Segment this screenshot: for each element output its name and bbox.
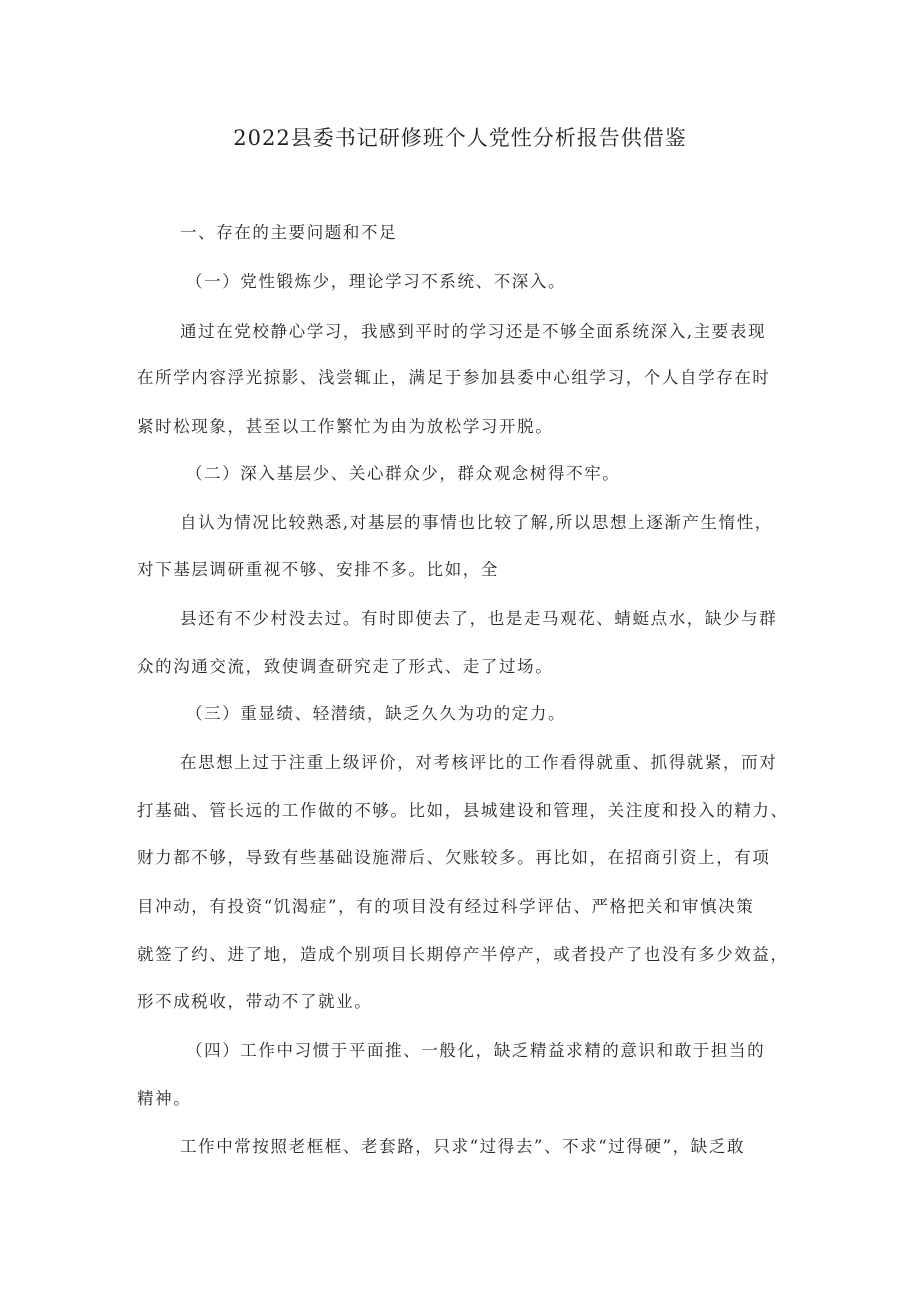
paragraph-line: 县还有不少村没去过。有时即使去了，也是走马观花、蜻蜓点水，缺少与群	[180, 609, 778, 628]
paragraph-line: 紧时松现象，甚至以工作繁忙为由为放松学习开脱。	[137, 417, 554, 436]
paragraph-line: 目冲动，有投资“饥渴症”，有的项目没有经过科学评估、严格把关和审慎决策	[137, 897, 755, 916]
paragraph-line: 自认为情况比较熟悉,对基层的事情也比较了解,所以思想上逐渐产生惰性，	[180, 513, 773, 532]
paragraph-line: 形不成税收，带动不了就业。	[137, 992, 373, 1011]
paragraph-line: 在思想上过于注重上级评价，对考核评比的工作看得就重、抓得就紧，而对	[180, 753, 778, 772]
paragraph-line: 在所学内容浮光掠影、浅尝辄止，满足于参加县委中心组学习，个人自学存在时	[137, 368, 771, 387]
paragraph-line: 通过在党校静心学习，我感到平时的学习还是不够全面系统深入,主要表现	[180, 322, 767, 341]
subsection-heading-1: （一）党性锻炼少，理论学习不系统、不深入。	[186, 272, 567, 291]
paragraph-line: 打基础、管长远的工作做的不够。比如，县城建设和管理，关注度和投入的精力、	[137, 801, 789, 820]
subsection-heading-4: （四）工作中习惯于平面推、一般化，缺乏精益求精的意识和敢于担当的	[186, 1041, 766, 1060]
paragraph-line: 众的沟通交流，致使调查研究走了形式、走了过场。	[137, 657, 554, 676]
paragraph-line: 对下基层调研重视不够、安排不多。比如，全	[137, 560, 499, 579]
paragraph-line: 就签了约、进了地，造成个别项目长期停产半停产，或者投产了也没有多少效益，	[137, 945, 789, 964]
subsection-heading-2: （二）深入基层少、关心群众少，群众观念树得不牢。	[186, 464, 621, 483]
paragraph-line: 精神。	[137, 1089, 192, 1108]
subsection-heading-3: （三）重显绩、轻潜绩，缺乏久久为功的定力。	[186, 704, 567, 723]
paragraph-line: 财力都不够，导致有些基础设施滞后、欠账较多。再比如，在招商引资上，有项	[137, 848, 771, 867]
section-heading: 一、存在的主要问题和不足	[180, 223, 398, 242]
document-title: 2022县委书记研修班个人党性分析报告供借鉴	[233, 126, 687, 150]
paragraph-line: 工作中常按照老框框、老套路，只求“过得去”、不求“过得硬”，缺乏敢	[180, 1137, 746, 1156]
